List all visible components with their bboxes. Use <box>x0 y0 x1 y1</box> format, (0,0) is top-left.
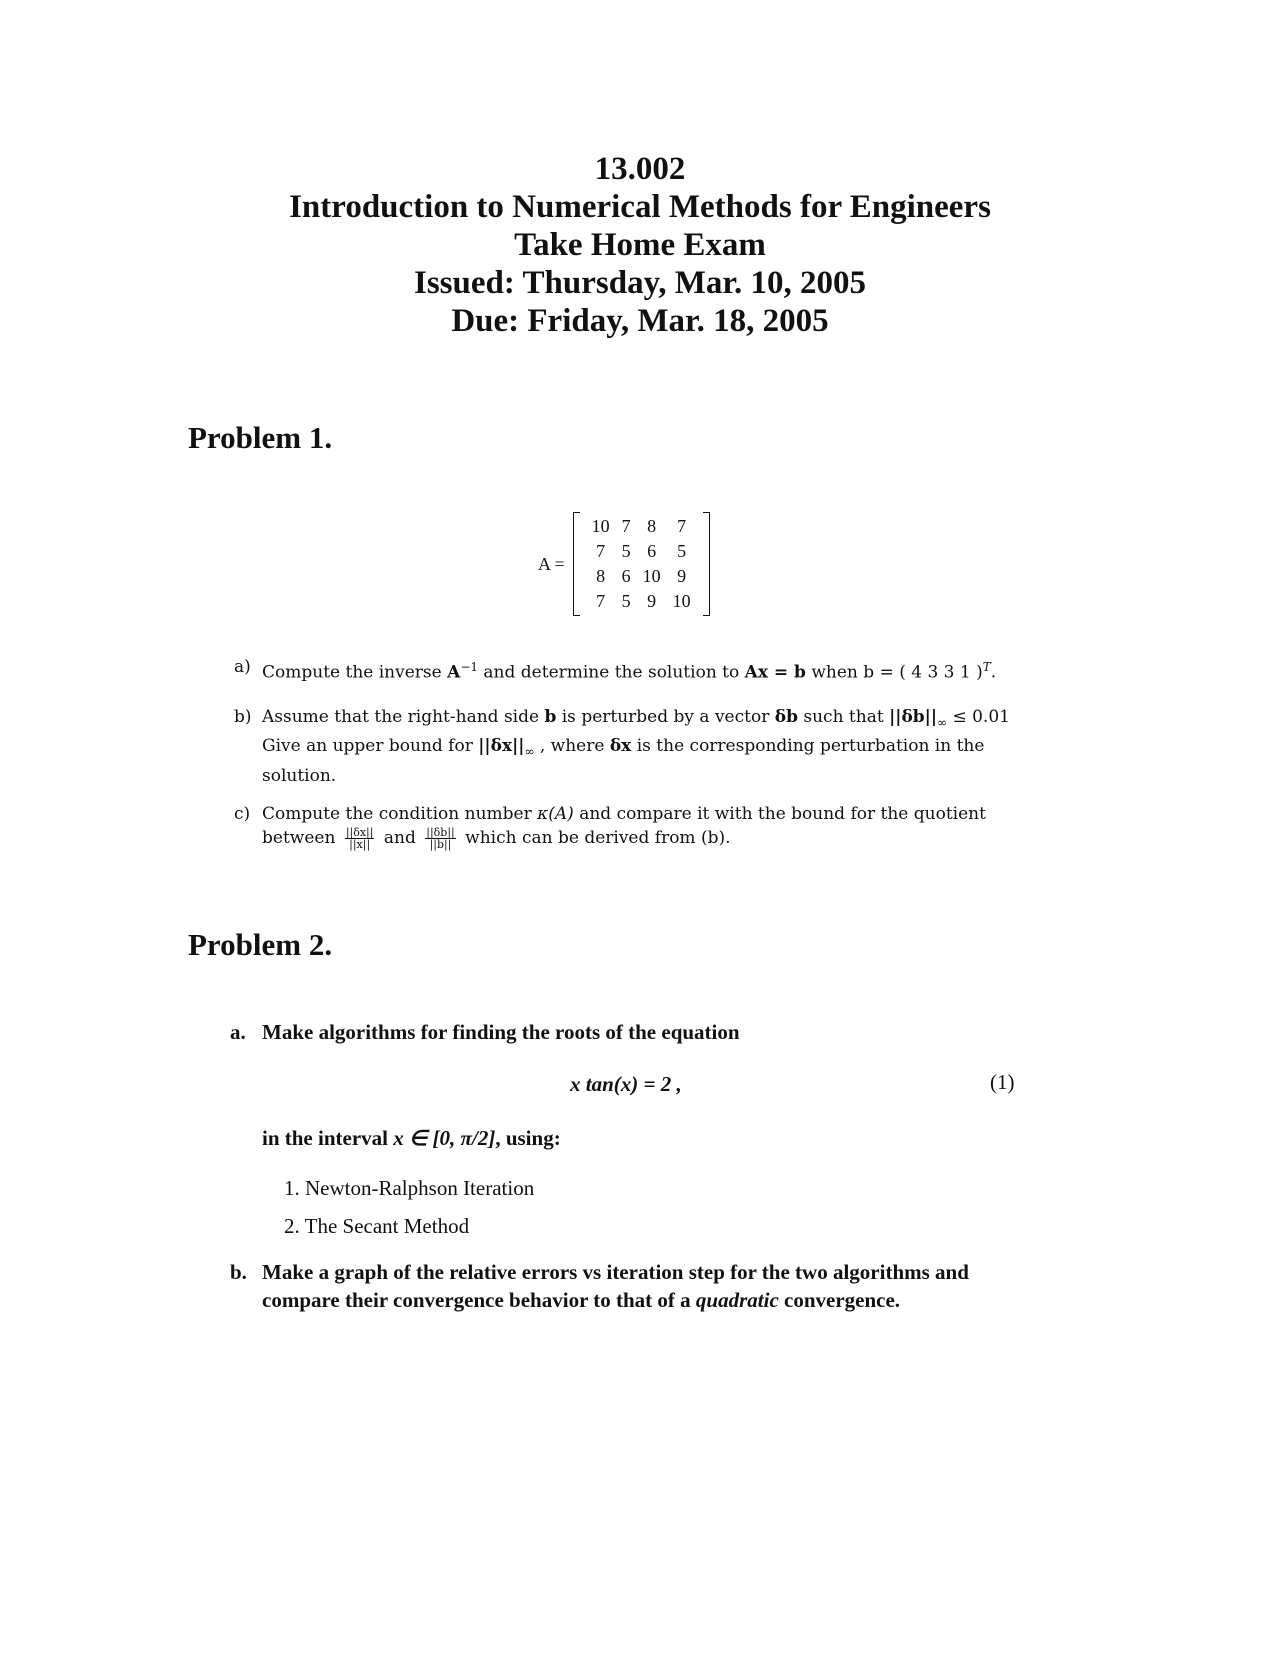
list-label: Newton-Ralphson Iteration <box>305 1176 535 1200</box>
bound-value: ≤ 0.01 <box>947 707 1010 727</box>
matrix-cell: 7 <box>596 541 606 561</box>
text-segment: Give an upper bound for <box>262 736 479 757</box>
part-label: a) <box>234 657 251 677</box>
matrix-cell: 10 <box>672 591 691 611</box>
transpose-symbol: T <box>982 660 991 674</box>
problem-2-part-b <box>230 1258 1030 1314</box>
text-segment: and determine the solution to <box>478 662 745 683</box>
problem-1-heading: Problem 1. <box>188 420 333 455</box>
interval-line <box>262 1124 561 1152</box>
part-text <box>262 802 1054 850</box>
problem-1-part-b <box>234 705 1054 788</box>
matrix-cell: 5 <box>621 591 631 611</box>
part-label: c) <box>234 804 251 824</box>
matrix-row <box>586 564 697 589</box>
matrix-cell: 8 <box>647 516 657 536</box>
matrix-symbol: A <box>447 662 461 683</box>
norm-delta-x: ||δx|| <box>478 736 525 757</box>
emphasized-word: quadratic <box>695 1288 779 1312</box>
list-item <box>284 1212 534 1240</box>
condition-number-symbol: κ(A) <box>537 804 574 824</box>
text-segment: and <box>378 828 422 848</box>
part-label: b. <box>230 1260 247 1284</box>
problem-2-heading: Problem 2. <box>188 927 333 962</box>
part-text <box>262 705 1054 788</box>
course-number: 13.002 <box>594 151 686 187</box>
list-item <box>284 1174 534 1202</box>
matrix-cell: 5 <box>677 541 687 561</box>
part-text: Make algorithms for finding the roots of the equation <box>262 1020 740 1044</box>
text-segment: is perturbed by a vector <box>556 707 775 727</box>
text-segment: which can be derived from (b). <box>459 828 731 848</box>
text-segment: convergence. <box>778 1288 901 1312</box>
matrix-cell: 6 <box>647 541 657 561</box>
delta-x-symbol: δx <box>609 736 632 757</box>
fraction-delta-b-over-b <box>425 827 456 850</box>
method-list <box>284 1174 534 1240</box>
norm-delta-b: ||δb|| <box>889 707 938 727</box>
matrix-cell: 8 <box>596 566 606 586</box>
matrix-entries <box>586 514 697 614</box>
text-segment: in the interval <box>262 1126 394 1150</box>
left-bracket <box>573 512 580 616</box>
text-segment: , using: <box>495 1126 561 1150</box>
text-segment: and compare it with the bound for the quotient between <box>262 804 986 848</box>
matrix-cell: 5 <box>621 541 631 561</box>
problem-1-part-c <box>234 802 1054 850</box>
matrix-cell: 10 <box>591 516 610 536</box>
b-vector: b = ( 4 3 3 1 ) <box>863 662 983 683</box>
right-bracket <box>703 512 710 616</box>
text-segment: . <box>990 662 997 683</box>
text-segment: Assume that the right-hand side <box>262 707 545 727</box>
text-segment: such that <box>797 707 890 727</box>
equation-number: (1) <box>990 1070 1015 1094</box>
matrix-row <box>586 539 697 564</box>
matrix-cell: 6 <box>621 566 631 586</box>
matrix-row <box>586 514 697 539</box>
issued-date: Issued: Thursday, Mar. 10, 2005 <box>413 265 867 301</box>
b-symbol: b <box>544 707 557 727</box>
text-segment: is the corresponding perturbation in the solution. <box>262 736 985 786</box>
part-label: a. <box>230 1020 246 1044</box>
matrix-cell: 9 <box>677 566 687 586</box>
matrix-cell: 7 <box>596 591 606 611</box>
text-segment: Compute the inverse <box>262 662 448 683</box>
matrix-cell: 9 <box>647 591 657 611</box>
equation-text: x tan(x) = 2 , <box>570 1072 682 1096</box>
matrix-cell: 10 <box>642 566 661 586</box>
list-number: 2. <box>284 1214 300 1238</box>
matrix-row <box>586 589 697 614</box>
text-segment: Make a graph of the relative errors vs iteration step for the two algorithms and compare their convergence behavior to that of a <box>262 1260 969 1312</box>
part-label: b) <box>234 707 252 727</box>
problem-1-part-a <box>234 655 1054 685</box>
due-date: Due: Friday, Mar. 18, 2005 <box>451 303 829 339</box>
fraction-numerator: ||δx|| <box>345 826 374 839</box>
part-text <box>262 655 1054 685</box>
text-segment: , where <box>534 736 610 757</box>
list-label: The Secant Method <box>304 1214 470 1238</box>
infinity-subscript: ∞ <box>524 744 535 759</box>
delta-b-symbol: δb <box>774 707 798 727</box>
text-segment: when <box>805 662 864 683</box>
fraction-denominator: ||x|| <box>349 838 371 851</box>
part-text <box>262 1258 1030 1314</box>
matrix-label: A = <box>538 553 565 574</box>
system-equation: Ax = b <box>744 662 806 683</box>
course-title: Introduction to Numerical Methods for Engineers <box>289 189 991 225</box>
matrix-a <box>538 513 710 615</box>
matrix-cell: 7 <box>621 516 631 536</box>
problem-2-part-a <box>230 1018 1030 1046</box>
matrix-cell: 7 <box>677 516 687 536</box>
fraction-denominator: ||b|| <box>429 838 452 851</box>
infinity-subscript: ∞ <box>937 715 948 730</box>
interval-expression: x ∈ [0, π/2] <box>393 1126 496 1150</box>
inverse-exponent: −1 <box>460 660 479 674</box>
list-number: 1. <box>284 1176 300 1200</box>
equation-1 <box>570 1070 682 1098</box>
fraction-delta-x-over-x <box>345 827 375 850</box>
text-segment: Compute the condition number <box>262 804 538 824</box>
exam-header <box>0 150 1280 340</box>
fraction-numerator: ||δb|| <box>426 826 455 839</box>
exam-title: Take Home Exam <box>514 227 766 263</box>
